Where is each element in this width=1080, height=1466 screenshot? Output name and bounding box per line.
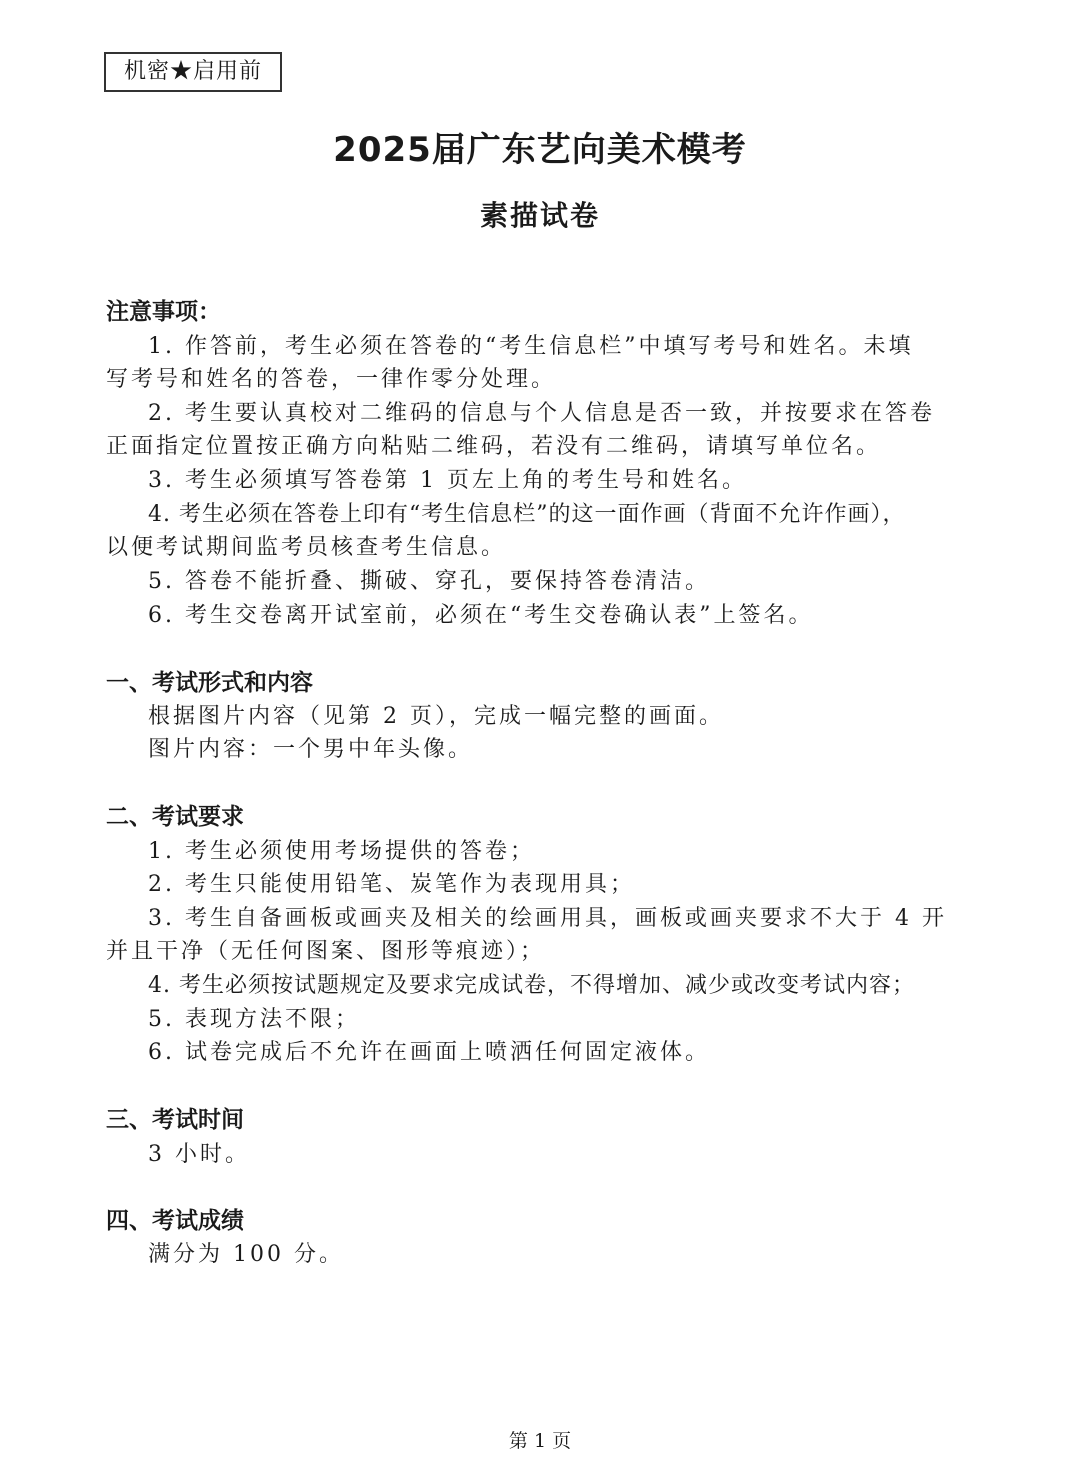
notes-line: 6. 考生交卷离开试室前，必须在“考生交卷确认表”上签名。 bbox=[148, 603, 814, 628]
section1-line: 根据图片内容（见第 2 页），完成一幅完整的画面。 bbox=[148, 704, 724, 729]
page-subtitle: 素描试卷 bbox=[479, 199, 600, 232]
page-title: 2025届广东艺向美术模考 bbox=[333, 130, 747, 170]
notes-line: 4. 考生必须在答卷上印有“考生信息栏”的这一面作画（背面不允许作画）， bbox=[148, 502, 906, 527]
section2-line: 2. 考生只能使用铅笔、炭笔作为表现用具； bbox=[148, 872, 635, 897]
notes-line: 写考号和姓名的答卷，一律作零分处理。 bbox=[106, 367, 557, 392]
page-number: 第 1 页 bbox=[508, 1430, 572, 1452]
notes-line: 1. 作答前，考生必须在答卷的“考生信息栏”中填写考号和姓名。未填 bbox=[148, 334, 914, 359]
section4-heading: 四、考试成绩 bbox=[106, 1208, 244, 1234]
notes-heading: 注意事项： bbox=[106, 299, 221, 325]
section2-line: 4. 考生必须按试题规定及要求完成试卷，不得增加、减少或改变考试内容； bbox=[148, 973, 915, 998]
notes-line: 正面指定位置按正确方向粘贴二维码，若没有二维码，请填写单位名。 bbox=[106, 434, 882, 459]
section4-line: 满分为 100 分。 bbox=[148, 1242, 344, 1267]
notes-line: 3. 考生必须填写答卷第 1 页左上角的考生号和姓名。 bbox=[148, 468, 747, 493]
notes-line: 以便考试期间监考员核查考生信息。 bbox=[106, 535, 507, 560]
section2-line: 3. 考生自备画板或画夹及相关的绘画用具，画板或画夹要求不大于 4 开 bbox=[148, 906, 947, 931]
notes-line: 5. 答卷不能折叠、撕破、穿孔，要保持答卷清洁。 bbox=[148, 569, 710, 594]
confidential-stamp: 机密★启用前 bbox=[104, 52, 282, 92]
notes-line: 2. 考生要认真校对二维码的信息与个人信息是否一致，并按要求在答卷 bbox=[148, 401, 935, 426]
section2-heading: 二、考试要求 bbox=[106, 804, 244, 830]
section2-line: 5. 表现方法不限； bbox=[148, 1007, 360, 1032]
section1-heading: 一、考试形式和内容 bbox=[106, 670, 313, 696]
section2-line: 6. 试卷完成后不允许在画面上喷洒任何固定液体。 bbox=[148, 1040, 710, 1065]
section2-line: 1. 考生必须使用考场提供的答卷； bbox=[148, 839, 535, 864]
section2-line: 并且干净（无任何图案、图形等痕迹）； bbox=[106, 939, 546, 964]
section3-line: 3 小时。 bbox=[148, 1142, 250, 1167]
section1-line: 图片内容：一个男中年头像。 bbox=[148, 737, 474, 762]
section3-heading: 三、考试时间 bbox=[106, 1107, 244, 1133]
